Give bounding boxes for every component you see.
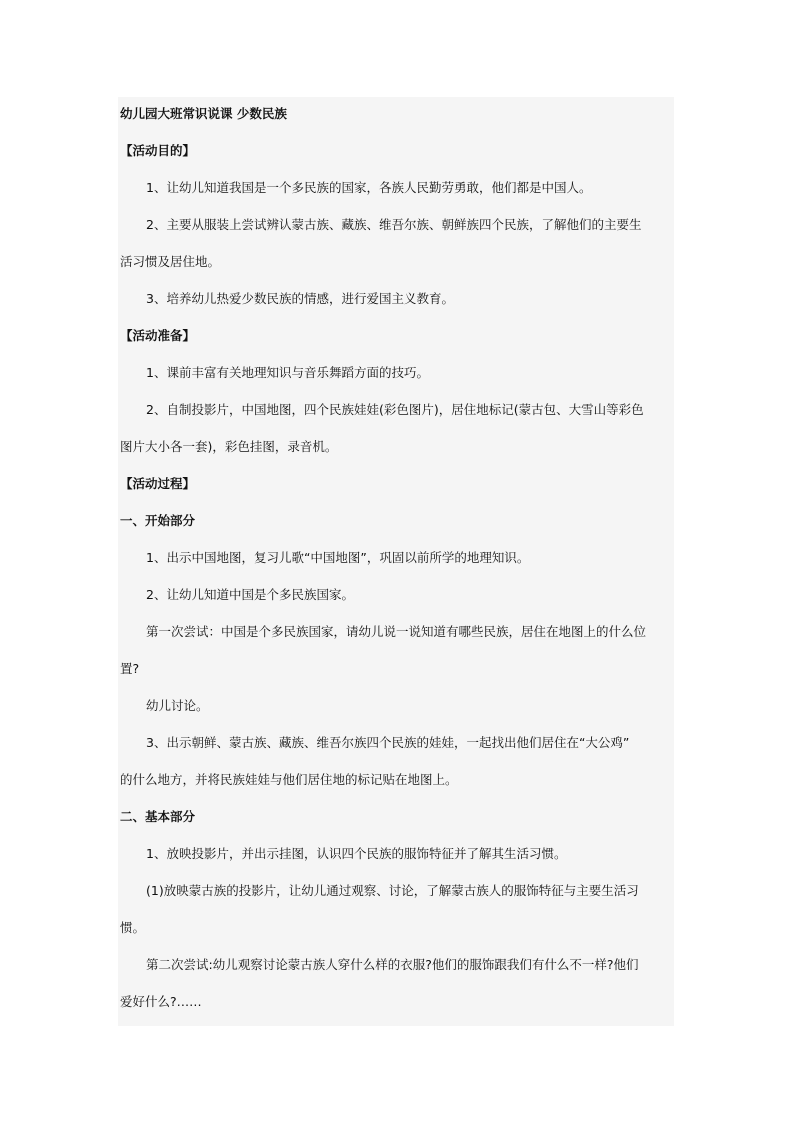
section-heading-purpose: 【活动目的】 (120, 143, 196, 158)
paragraph-line: 2、让幼儿知道中国是个多民族国家。 (146, 587, 354, 602)
paragraph-line: 幼儿讨论。 (146, 698, 209, 713)
paragraph-line: 爱好什么?…… (120, 994, 202, 1009)
paragraph-line: 1、让幼儿知道我国是一个多民族的国家，各族人民勤劳勇敢，他们都是中国人。 (146, 180, 592, 195)
section-heading-process: 【活动过程】 (120, 476, 196, 491)
paragraph-line: 2、主要从服装上尝试辨认蒙古族、藏族、维吾尔族、朝鲜族四个民族，了解他们的主要生 (146, 217, 642, 232)
document-page (118, 97, 674, 1026)
paragraph-line: 第二次尝试:幼儿观察讨论蒙古族人穿什么样的衣服?他们的服饰跟我们有什么不一样?他们 (146, 957, 639, 972)
paragraph-line: 1、出示中国地图，复习儿歌“中国地图”，巩固以前所学的地理知识。 (146, 550, 530, 565)
section-heading-opening: 一、开始部分 (120, 513, 196, 528)
paragraph-line: 3、培养幼儿热爱少数民族的情感，进行爱国主义教育。 (146, 291, 454, 306)
paragraph-line: 1、课前丰富有关地理知识与音乐舞蹈方面的技巧。 (146, 365, 429, 380)
document-title: 幼儿园大班常识说课 少数民族 (120, 106, 287, 121)
section-heading-preparation: 【活动准备】 (120, 328, 196, 343)
paragraph-line: 1、放映投影片，并出示挂图，认识四个民族的服饰特征并了解其生活习惯。 (146, 846, 567, 861)
paragraph-line: 的什么地方，并将民族娃娃与他们居住地的标记贴在地图上。 (120, 772, 458, 787)
section-heading-main: 二、基本部分 (120, 809, 196, 824)
paragraph-line: (1)放映蒙古族的投影片，让幼儿通过观察、讨论，了解蒙古族人的服饰特征与主要生活习 (146, 883, 639, 898)
paragraph-line: 第一次尝试：中国是个多民族国家，请幼儿说一说知道有哪些民族，居住在地图上的什么位 (146, 624, 647, 639)
paragraph-line: 置? (120, 661, 140, 676)
paragraph-line: 惯。 (120, 920, 146, 935)
paragraph-line: 2、自制投影片，中国地图，四个民族娃娃(彩色图片)，居住地标记(蒙古包、大雪山等彩色 (146, 402, 644, 417)
paragraph-line: 图片大小各一套)，彩色挂图，录音机。 (120, 439, 338, 454)
paragraph-line: 3、出示朝鲜、蒙古族、藏族、维吾尔族四个民族的娃娃，一起找出他们居住在“大公鸡” (146, 735, 630, 750)
paragraph-line: 活习惯及居住地。 (120, 254, 221, 269)
